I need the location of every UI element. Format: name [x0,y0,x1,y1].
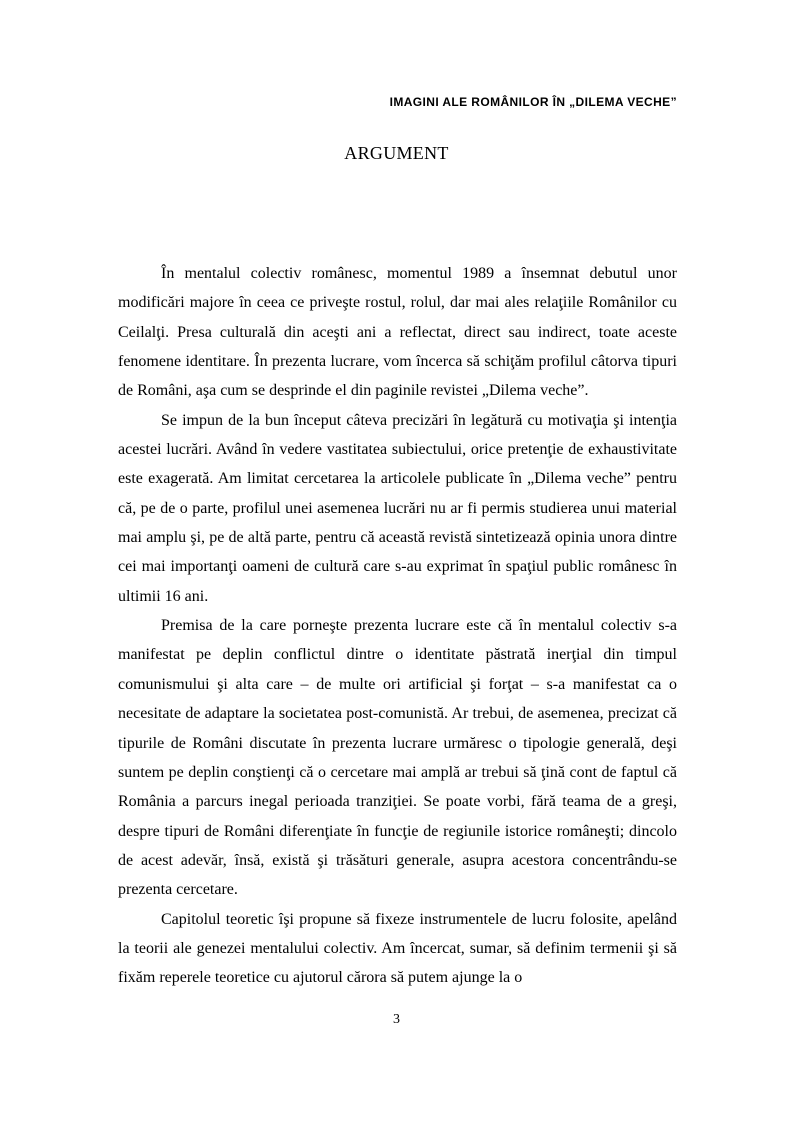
paragraph: Capitolul teoretic îşi propune să fixeze instrumentele de lucru folosite, apelând la teorii ale genezei mentalului colectiv. Am încercat, sumar, să definim termenii şi să fixăm reperele teoretice cu ajutorul cărora să putem ajunge la o [118,910,677,987]
running-header: IMAGINI ALE ROMÂNILOR ÎN „DILEMA VECHE” [389,95,677,109]
page-title: ARGUMENT [344,143,449,163]
paragraph: Premisa de la care porneşte prezenta lucrare este că în mentalul colectiv s-a manifestat pe deplin conflictul dintre o identitate păstrată inerţial din timpul comunismului şi alta care – de multe ori artificial şi forţat – s-a manifestat ca o necesitate de adaptare la societatea post-comunistă. Ar trebui, de asemenea, precizat că tipurile de Români discutate în prezenta lucrare urmăresc o tipologie generală, deşi suntem pe deplin conştienţi că o cercetare mai amplă ar trebui să ţină cont de faptul că România a parcurs inegal perioada tranziţiei. Se poate vorbi, fără teama de a greşi, despre tipuri de Români diferenţiate în funcţie de regiunile istorice româneşti; dincolo de acest adevăr, însă, există şi trăsături generale, asupra acestora concentrându-se prezenta cercetare. [118,617,677,899]
body-text [118,259,677,993]
paragraph: Se impun de la bun început câteva precizări în legătură cu motivaţia şi intenţia acestei lucrări. Având în vedere vastitatea subiectului, orice pretenţie de exhaustivitate este exagerată. Am limitat cercetarea la articolele publicate în „Dilema veche” pentru că, pe de o parte, profilul unei asemenea lucrări nu ar fi permis studierea unui material mai amplu şi, pe de altă parte, pentru că această revistă sintetizează opinia unora dintre cei mai importanţi oameni de cultură care s-au exprimat în spaţiul public românesc în ultimii 16 ani. [118,411,677,605]
page-number: 3 [393,1012,400,1027]
paragraph: În mentalul colectiv românesc, momentul 1989 a însemnat debutul unor modificări majore în ceea ce priveşte rostul, rolul, dar mai ales relaţiile Românilor cu Ceilalţi. Presa culturală din aceşti ani a reflectat, direct sau indirect, toate aceste fenomene identitare. În prezenta lucrare, vom încerca să schiţăm profilul câtorva tipuri de Români, aşa cum se desprinde el din paginile revistei „Dilema veche”. [118,265,677,400]
